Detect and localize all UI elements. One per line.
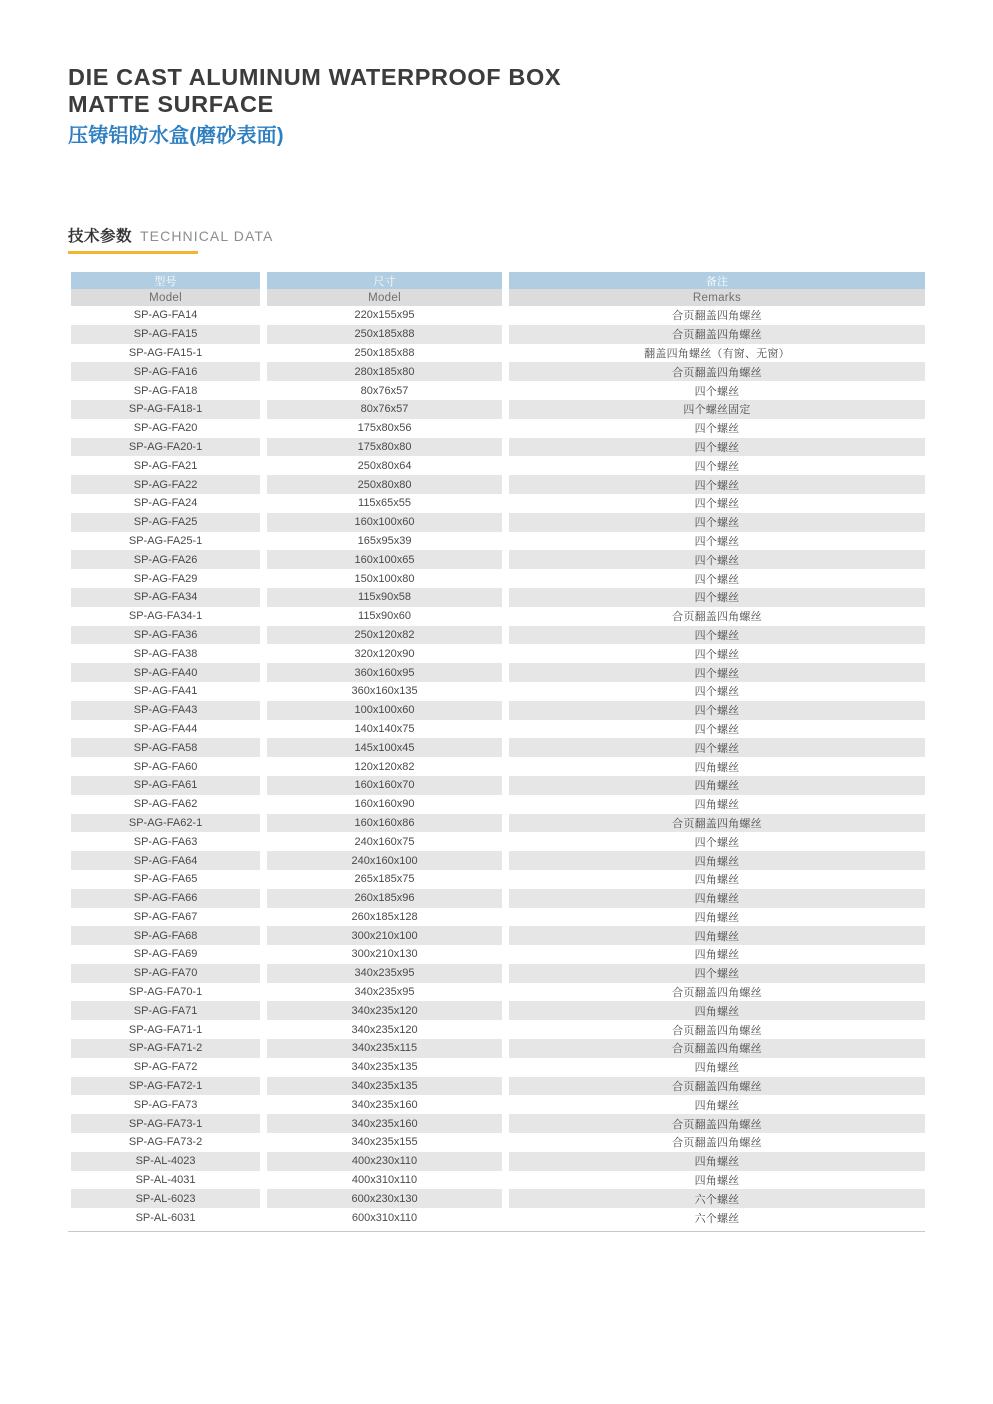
cell-size: 115x90x60 (358, 610, 412, 623)
cell-model: SP-AG-FA18 (133, 384, 198, 397)
cell-size: 280x185x80 (267, 362, 502, 381)
cell-size: 160x100x60 (267, 513, 502, 532)
cell-size: 260x185x128 (351, 910, 418, 923)
cell-remarks: 四角螺丝 (694, 1175, 740, 1188)
cell-model: SP-AG-FA70-1 (128, 986, 203, 999)
table-row (68, 400, 925, 419)
cell-size: 340x235x160 (351, 1098, 418, 1111)
cell-size: 150x100x80 (354, 572, 415, 585)
table-row (68, 456, 925, 475)
title-english-line1: DIE CAST ALUMINUM WATERPROOF BOX (68, 64, 562, 90)
cell-remarks: 四角螺丝 (694, 799, 740, 812)
cell-remarks: 四个螺丝 (694, 648, 740, 661)
cell-size: 175x80x80 (267, 438, 502, 457)
cell-model: SP-AG-FA41 (133, 685, 198, 698)
cell-remarks: 合页翻盖四角螺丝 (509, 362, 925, 381)
cell-remarks: 四个螺丝 (509, 438, 925, 457)
cell-model: SP-AG-FA73 (133, 1098, 198, 1111)
cell-remarks: 四角螺丝 (694, 911, 740, 924)
cell-size: 240x160x75 (354, 835, 415, 848)
cell-remarks: 四个螺丝 (509, 626, 925, 645)
cell-model: SP-AG-FA18-1 (71, 400, 260, 419)
cell-remarks: 合页翻盖四角螺丝 (672, 310, 762, 323)
cell-remarks: 六个螺丝 (694, 1212, 740, 1225)
cell-model: SP-AL-6031 (135, 1211, 196, 1224)
table-row (68, 607, 925, 626)
cell-model: SP-AG-FA43 (71, 701, 260, 720)
cell-remarks: 四个螺丝 (694, 686, 740, 699)
cell-model: SP-AG-FA15-1 (128, 346, 203, 359)
cell-remarks: 四个螺丝 (509, 513, 925, 532)
cell-size: 160x160x70 (267, 776, 502, 795)
heading-chinese: 技术参数 (68, 228, 133, 245)
cell-model: SP-AG-FA34-1 (128, 610, 203, 623)
cell-remarks: 四角螺丝 (694, 1099, 740, 1112)
table-row (68, 908, 925, 927)
cell-remarks: 四角螺丝 (509, 1001, 925, 1020)
cell-remarks: 四个螺丝 (694, 460, 740, 473)
table-row (68, 1001, 925, 1020)
table-row (68, 663, 925, 682)
cell-model: SP-AG-FA34 (71, 588, 260, 607)
table-row (68, 1133, 925, 1152)
cell-remarks: 合页翻盖四角螺丝 (672, 611, 762, 624)
cell-model: SP-AG-FA20-1 (71, 438, 260, 457)
cell-size: 340x235x135 (351, 1061, 418, 1074)
cell-size: 115x90x58 (267, 588, 502, 607)
cell-remarks: 四角螺丝 (509, 1152, 925, 1171)
cell-model: SP-AG-FA62-1 (71, 814, 260, 833)
table-row (68, 964, 925, 983)
cell-size: 340x235x155 (351, 1136, 418, 1149)
cell-model: SP-AG-FA69 (133, 948, 198, 961)
cell-model: SP-AG-FA73-1 (71, 1114, 260, 1133)
table-row (68, 1095, 925, 1114)
cell-size: 300x210x100 (267, 926, 502, 945)
cell-model: SP-AL-6023 (71, 1189, 260, 1208)
table-row (68, 644, 925, 663)
cell-remarks: 四个螺丝 (694, 385, 740, 398)
table-row (68, 588, 925, 607)
cell-size: 260x185x96 (267, 889, 502, 908)
cell-size: 80x76x57 (267, 400, 502, 419)
table-row (68, 626, 925, 645)
cell-remarks: 四个螺丝固定 (509, 400, 925, 419)
cell-remarks: 合页翻盖四角螺丝 (509, 325, 925, 344)
title-chinese: 压铸铝防水盒(磨砂表面) (68, 125, 284, 147)
header-cn-remarks: 备注 (509, 272, 925, 289)
cell-size: 340x235x120 (267, 1001, 502, 1020)
table-row (68, 720, 925, 739)
table-row (68, 569, 925, 588)
cell-remarks: 四个螺丝 (509, 964, 925, 983)
page-title (68, 64, 768, 149)
table-row (68, 757, 925, 776)
specification-table (68, 272, 925, 1232)
cell-remarks: 合页翻盖四角螺丝 (509, 1077, 925, 1096)
table-row (68, 814, 925, 833)
cell-remarks: 四角螺丝 (509, 776, 925, 795)
cell-model: SP-AG-FA64 (71, 851, 260, 870)
table-header-chinese-row (68, 272, 925, 289)
cell-size: 250x120x82 (267, 626, 502, 645)
table-row (68, 344, 925, 363)
cell-remarks: 合页翻盖四角螺丝 (509, 1039, 925, 1058)
cell-model: SP-AG-FA16 (71, 362, 260, 381)
cell-size: 250x185x88 (354, 346, 415, 359)
table-row (68, 1077, 925, 1096)
table-row (68, 325, 925, 344)
cell-remarks: 四个螺丝 (509, 588, 925, 607)
title-english-line2: MATTE SURFACE (68, 91, 274, 117)
heading-underline-rule (68, 251, 198, 254)
table-row (68, 1114, 925, 1133)
cell-remarks: 四角螺丝 (694, 874, 740, 887)
cell-remarks: 四个螺丝 (509, 663, 925, 682)
cell-remarks: 合页翻盖四角螺丝 (672, 987, 762, 1000)
cell-size: 340x235x95 (267, 964, 502, 983)
table-row (68, 513, 925, 532)
table-row (68, 738, 925, 757)
table-row (68, 1189, 925, 1208)
table-row (68, 945, 925, 964)
table-row (68, 306, 925, 325)
cell-model: SP-AG-FA36 (71, 626, 260, 645)
table-row (68, 851, 925, 870)
cell-remarks: 合页翻盖四角螺丝 (672, 1137, 762, 1150)
cell-size: 400x230x110 (267, 1152, 502, 1171)
cell-model: SP-AG-FA73-2 (128, 1136, 203, 1149)
cell-model: SP-AG-FA14 (133, 309, 198, 322)
cell-model: SP-AG-FA20 (133, 422, 198, 435)
table-row (68, 532, 925, 551)
table-row (68, 475, 925, 494)
table-row (68, 1039, 925, 1058)
table-row (68, 1208, 925, 1227)
table-bottom-rule (68, 1231, 925, 1232)
table-row (68, 1058, 925, 1077)
cell-size: 160x160x86 (267, 814, 502, 833)
cell-size: 360x160x95 (267, 663, 502, 682)
cell-size: 240x160x100 (267, 851, 502, 870)
cell-model: SP-AG-FA62 (133, 798, 198, 811)
cell-remarks: 合页翻盖四角螺丝 (672, 1024, 762, 1037)
cell-size: 400x310x110 (351, 1174, 418, 1187)
cell-model: SP-AL-4031 (135, 1174, 196, 1187)
header-en-remarks: Remarks (509, 289, 925, 306)
cell-size: 115x65x55 (358, 497, 412, 510)
cell-model: SP-AG-FA60 (133, 760, 198, 773)
cell-model: SP-AG-FA61 (71, 776, 260, 795)
cell-remarks: 四个螺丝 (694, 535, 740, 548)
cell-remarks: 合页翻盖四角螺丝 (509, 814, 925, 833)
table-row (68, 362, 925, 381)
table-row (68, 795, 925, 814)
cell-size: 340x235x120 (351, 1023, 418, 1036)
cell-remarks: 四角螺丝 (509, 926, 925, 945)
cell-model: SP-AG-FA72-1 (71, 1077, 260, 1096)
cell-size: 100x100x60 (267, 701, 502, 720)
cell-remarks: 四个螺丝 (509, 738, 925, 757)
cell-size: 320x120x90 (354, 647, 415, 660)
cell-remarks: 四角螺丝 (694, 949, 740, 962)
cell-remarks: 四角螺丝 (509, 851, 925, 870)
table-header-english-row (68, 289, 925, 306)
cell-model: SP-AG-FA21 (133, 459, 198, 472)
cell-size: 250x185x88 (267, 325, 502, 344)
cell-size: 250x80x64 (357, 459, 412, 472)
header-en-model: Model (71, 289, 260, 306)
table-body (68, 306, 925, 1227)
table-row (68, 682, 925, 701)
cell-remarks: 合页翻盖四角螺丝 (509, 1114, 925, 1133)
cell-size: 265x185x75 (354, 873, 415, 886)
cell-size: 80x76x57 (360, 384, 409, 397)
cell-remarks: 四个螺丝 (694, 573, 740, 586)
cell-size: 175x80x56 (357, 422, 412, 435)
cell-model: SP-AG-FA38 (133, 647, 198, 660)
cell-remarks: 四个螺丝 (694, 723, 740, 736)
cell-remarks: 四个螺丝 (509, 475, 925, 494)
cell-size: 220x155x95 (354, 309, 415, 322)
cell-remarks: 四角螺丝 (694, 761, 740, 774)
cell-model: SP-AG-FA63 (133, 835, 198, 848)
cell-model: SP-AG-FA71-1 (128, 1023, 203, 1036)
cell-size: 360x160x135 (351, 685, 418, 698)
cell-remarks: 六个螺丝 (509, 1189, 925, 1208)
table-row (68, 1171, 925, 1190)
cell-model: SP-AG-FA25-1 (128, 534, 203, 547)
cell-size: 340x235x115 (267, 1039, 502, 1058)
cell-size: 300x210x130 (351, 948, 418, 961)
heading-row (68, 224, 468, 246)
cell-size: 165x95x39 (357, 534, 412, 547)
cell-model: SP-AG-FA70 (71, 964, 260, 983)
cell-size: 120x120x82 (354, 760, 415, 773)
cell-model: SP-AG-FA66 (71, 889, 260, 908)
cell-model: SP-AG-FA58 (71, 738, 260, 757)
cell-size: 160x160x90 (354, 798, 415, 811)
cell-model: SP-AG-FA24 (133, 497, 198, 510)
cell-remarks: 四个螺丝 (694, 836, 740, 849)
cell-model: SP-AG-FA68 (71, 926, 260, 945)
table-row (68, 983, 925, 1002)
cell-remarks: 四角螺丝 (509, 889, 925, 908)
table-row (68, 776, 925, 795)
cell-size: 340x235x160 (267, 1114, 502, 1133)
cell-model: SP-AG-FA72 (133, 1061, 198, 1074)
cell-model: SP-AG-FA44 (133, 722, 198, 735)
header-en-size: Model (267, 289, 502, 306)
table-row (68, 701, 925, 720)
table-row (68, 550, 925, 569)
cell-size: 340x235x135 (267, 1077, 502, 1096)
cell-size: 600x230x130 (267, 1189, 502, 1208)
heading-english: TECHNICAL DATA (140, 228, 274, 244)
table-row (68, 926, 925, 945)
cell-remarks: 四个螺丝 (509, 550, 925, 569)
cell-model: SP-AG-FA67 (133, 910, 198, 923)
cell-model: SP-AG-FA29 (133, 572, 198, 585)
cell-model: SP-AL-4023 (71, 1152, 260, 1171)
cell-size: 140x140x75 (354, 722, 415, 735)
cell-model: SP-AG-FA71-2 (71, 1039, 260, 1058)
cell-size: 160x100x65 (267, 550, 502, 569)
cell-remarks: 四角螺丝 (694, 1062, 740, 1075)
table-row (68, 1020, 925, 1039)
table-row (68, 832, 925, 851)
cell-remarks: 四个螺丝 (694, 498, 740, 511)
header-cn-size: 尺寸 (267, 272, 502, 289)
header-cn-model: 型号 (71, 272, 260, 289)
table-row (68, 1152, 925, 1171)
cell-model: SP-AG-FA26 (71, 550, 260, 569)
cell-model: SP-AG-FA71 (71, 1001, 260, 1020)
table-row (68, 381, 925, 400)
cell-size: 250x80x80 (267, 475, 502, 494)
table-row (68, 889, 925, 908)
cell-remarks: 四个螺丝 (509, 701, 925, 720)
cell-size: 340x235x95 (354, 986, 415, 999)
table-row (68, 419, 925, 438)
cell-size: 600x310x110 (351, 1211, 418, 1224)
cell-model: SP-AG-FA25 (71, 513, 260, 532)
table-row (68, 494, 925, 513)
cell-remarks: 四个螺丝 (694, 423, 740, 436)
cell-model: SP-AG-FA22 (71, 475, 260, 494)
table-row (68, 870, 925, 889)
cell-size: 145x100x45 (267, 738, 502, 757)
table-row (68, 438, 925, 457)
cell-model: SP-AG-FA40 (71, 663, 260, 682)
technical-data-heading (68, 224, 468, 254)
cell-model: SP-AG-FA15 (71, 325, 260, 344)
cell-remarks: 翻盖四角螺丝（有窗、无窗） (644, 347, 790, 360)
cell-model: SP-AG-FA65 (133, 873, 198, 886)
